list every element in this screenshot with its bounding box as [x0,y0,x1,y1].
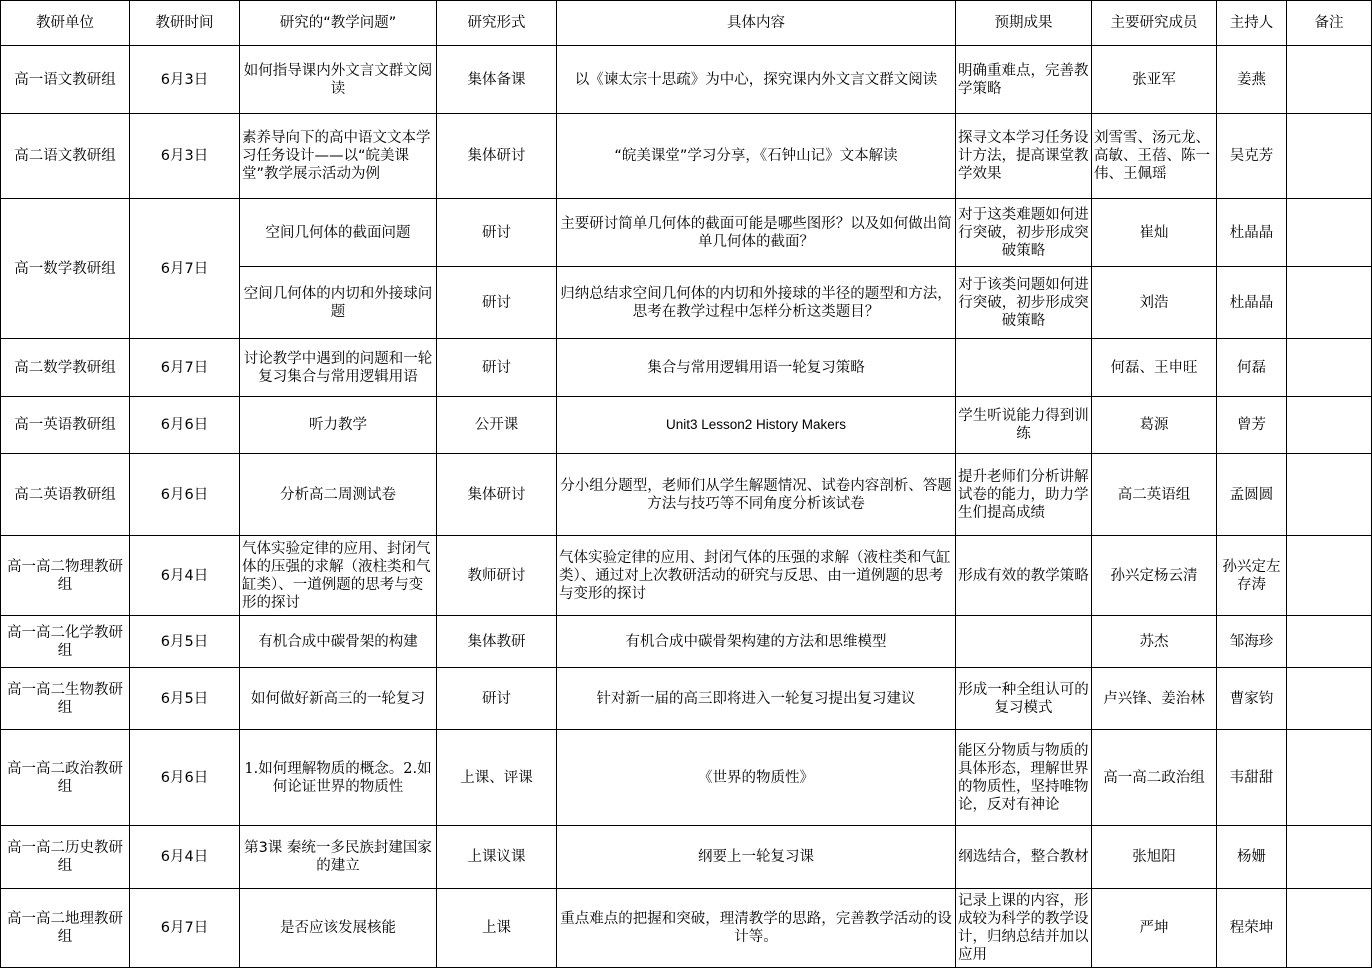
header-problem: 研究的“教学问题” [240,1,437,46]
cell-date: 6月6日 [130,397,240,454]
cell-note [1287,267,1372,339]
header-form: 研究形式 [437,1,557,46]
table-row [1,339,1372,397]
header-host: 主持人 [1217,1,1287,46]
cell-content: “皖美课堂”学习分享，《石钟山记》文本解读 [557,114,956,199]
cell-unit: 高一高二历史教研组 [1,826,130,889]
table-row [1,114,1372,199]
cell-form: 研讨 [437,199,557,267]
cell-note [1287,536,1372,616]
header-row [1,1,1372,46]
cell-host: 姜燕 [1217,46,1287,114]
cell-note [1287,199,1372,267]
table-row [1,889,1372,968]
cell-unit: 高一高二物理教研组 [1,536,130,616]
cell-members: 刘浩 [1092,267,1217,339]
cell-host: 孙兴定左存涛 [1217,536,1287,616]
cell-outcome [956,339,1092,397]
cell-problem: 如何做好新高三的一轮复习 [240,668,437,730]
cell-outcome [956,616,1092,668]
cell-host: 杜晶晶 [1217,267,1287,339]
cell-host: 孟圆圆 [1217,454,1287,536]
cell-content: Unit3 Lesson2 History Makers [557,397,956,454]
cell-unit: 高一高二化学教研组 [1,616,130,668]
cell-date: 6月7日 [130,199,240,339]
cell-content: 纲要上一轮复习课 [557,826,956,889]
cell-content: 气体实验定律的应用、封闭气体的压强的求解（液柱类和气缸类）、通过对上次教研活动的研究与反思、由一道例题的思考与变形的探讨 [557,536,956,616]
cell-members: 卢兴锋、姜治林 [1092,668,1217,730]
cell-outcome: 对于该类问题如何进行突破，初步形成突破策略 [956,267,1092,339]
cell-form: 上课、评课 [437,730,557,826]
cell-host: 杜晶晶 [1217,199,1287,267]
cell-date: 6月7日 [130,889,240,968]
table-row [1,826,1372,889]
cell-content: 主要研讨简单几何体的截面可能是哪些图形？以及如何做出简单几何体的截面？ [557,199,956,267]
table-row [1,199,1372,267]
cell-outcome: 对于这类难题如何进行突破，初步形成突破策略 [956,199,1092,267]
table-row [1,536,1372,616]
cell-unit: 高一数学教研组 [1,199,130,339]
cell-host: 韦甜甜 [1217,730,1287,826]
cell-form: 集体备课 [437,46,557,114]
cell-date: 6月3日 [130,114,240,199]
cell-note [1287,397,1372,454]
cell-host: 程荣坤 [1217,889,1287,968]
cell-problem: 第3课 秦统一多民族封建国家的建立 [240,826,437,889]
cell-form: 研讨 [437,339,557,397]
table-row [1,616,1372,668]
cell-form: 研讨 [437,267,557,339]
cell-outcome: 明确重难点，完善教学策略 [956,46,1092,114]
header-members: 主要研究成员 [1092,1,1217,46]
table-row [1,668,1372,730]
cell-date: 6月6日 [130,454,240,536]
cell-host: 曾芳 [1217,397,1287,454]
cell-date: 6月4日 [130,826,240,889]
header-note: 备注 [1287,1,1372,46]
cell-note [1287,668,1372,730]
cell-form: 集体研讨 [437,454,557,536]
cell-note [1287,826,1372,889]
cell-outcome: 形成一种全组认可的复习模式 [956,668,1092,730]
cell-date: 6月5日 [130,616,240,668]
cell-form: 研讨 [437,668,557,730]
cell-members: 高二英语组 [1092,454,1217,536]
cell-unit: 高一高二生物教研组 [1,668,130,730]
cell-host: 杨姗 [1217,826,1287,889]
cell-outcome: 能区分物质与物质的具体形态，理解世界的物质性，坚持唯物论，反对有神论 [956,730,1092,826]
cell-note [1287,730,1372,826]
cell-problem: 有机合成中碳骨架的构建 [240,616,437,668]
cell-members: 严坤 [1092,889,1217,968]
cell-unit: 高一高二地理教研组 [1,889,130,968]
cell-problem: 如何指导课内外文言文群文阅读 [240,46,437,114]
header-content: 具体内容 [557,1,956,46]
cell-problem: 分析高二周测试卷 [240,454,437,536]
table-row [1,454,1372,536]
cell-date: 6月6日 [130,730,240,826]
cell-members: 张旭阳 [1092,826,1217,889]
cell-problem: 素养导向下的高中语文文本学习任务设计——以“皖美课堂”教学展示活动为例 [240,114,437,199]
cell-host: 邹海珍 [1217,616,1287,668]
table-row [1,46,1372,114]
cell-content: 分小组分题型，老师们从学生解题情况、试卷内容剖析、答题方法与技巧等不同角度分析该试卷 [557,454,956,536]
cell-outcome: 形成有效的教学策略 [956,536,1092,616]
cell-form: 集体教研 [437,616,557,668]
cell-note [1287,616,1372,668]
header-outcome: 预期成果 [956,1,1092,46]
cell-members: 高一高二政治组 [1092,730,1217,826]
cell-outcome: 提升老师们分析讲解试卷的能力，助力学生们提高成绩 [956,454,1092,536]
cell-members: 张亚军 [1092,46,1217,114]
cell-form: 上课 [437,889,557,968]
cell-form: 集体研讨 [437,114,557,199]
cell-form: 教师研讨 [437,536,557,616]
cell-problem: 讨论教学中遇到的问题和一轮复习集合与常用逻辑用语 [240,339,437,397]
cell-host: 何磊 [1217,339,1287,397]
cell-host: 吴克芳 [1217,114,1287,199]
cell-outcome: 纲选结合，整合教材 [956,826,1092,889]
cell-members: 何磊、王申旺 [1092,339,1217,397]
cell-members: 孙兴定杨云清 [1092,536,1217,616]
cell-content: 集合与常用逻辑用语一轮复习策略 [557,339,956,397]
cell-date: 6月7日 [130,339,240,397]
cell-content: 归纳总结求空间几何体的内切和外接球的半径的题型和方法，思考在教学过程中怎样分析这类题目？ [557,267,956,339]
cell-unit: 高二数学教研组 [1,339,130,397]
cell-outcome: 探寻文本学习任务设计方法，提高课堂教学效果 [956,114,1092,199]
cell-note [1287,454,1372,536]
cell-form: 公开课 [437,397,557,454]
cell-content: 《世界的物质性》 [557,730,956,826]
cell-date: 6月3日 [130,46,240,114]
cell-problem: 气体实验定律的应用、封闭气体的压强的求解（液柱类和气缸类）、一道例题的思考与变形的探讨 [240,536,437,616]
cell-outcome: 学生听说能力得到训练 [956,397,1092,454]
cell-content: 以《谏太宗十思疏》为中心，探究课内外文言文群文阅读 [557,46,956,114]
cell-problem: 空间几何体的截面问题 [240,199,437,267]
cell-host: 曹家钧 [1217,668,1287,730]
table-row [1,730,1372,826]
cell-unit: 高一语文教研组 [1,46,130,114]
cell-unit: 高一英语教研组 [1,397,130,454]
cell-unit: 高二语文教研组 [1,114,130,199]
header-date: 教研时间 [130,1,240,46]
cell-problem: 空间几何体的内切和外接球问题 [240,267,437,339]
cell-problem: 1.如何理解物质的概念。2.如何论证世界的物质性 [240,730,437,826]
cell-form: 上课议课 [437,826,557,889]
cell-unit: 高二英语教研组 [1,454,130,536]
cell-note [1287,339,1372,397]
cell-members: 葛源 [1092,397,1217,454]
cell-members: 刘雪雪、汤元龙、高敏、王蓓、陈一伟、王佩瑶 [1092,114,1217,199]
cell-note [1287,889,1372,968]
cell-content: 有机合成中碳骨架构建的方法和思维模型 [557,616,956,668]
cell-content: 重点难点的把握和突破，理清教学的思路，完善教学活动的设计等。 [557,889,956,968]
cell-note [1287,46,1372,114]
cell-members: 苏杰 [1092,616,1217,668]
cell-date: 6月5日 [130,668,240,730]
table-row [1,397,1372,454]
header-unit: 教研单位 [1,1,130,46]
cell-problem: 听力教学 [240,397,437,454]
cell-problem: 是否应该发展核能 [240,889,437,968]
cell-members: 崔灿 [1092,199,1217,267]
cell-date: 6月4日 [130,536,240,616]
cell-note [1287,114,1372,199]
cell-unit: 高一高二政治教研组 [1,730,130,826]
cell-content: 针对新一届的高三即将进入一轮复习提出复习建议 [557,668,956,730]
cell-outcome: 记录上课的内容，形成较为科学的教学设计，归纳总结并加以应用 [956,889,1092,968]
